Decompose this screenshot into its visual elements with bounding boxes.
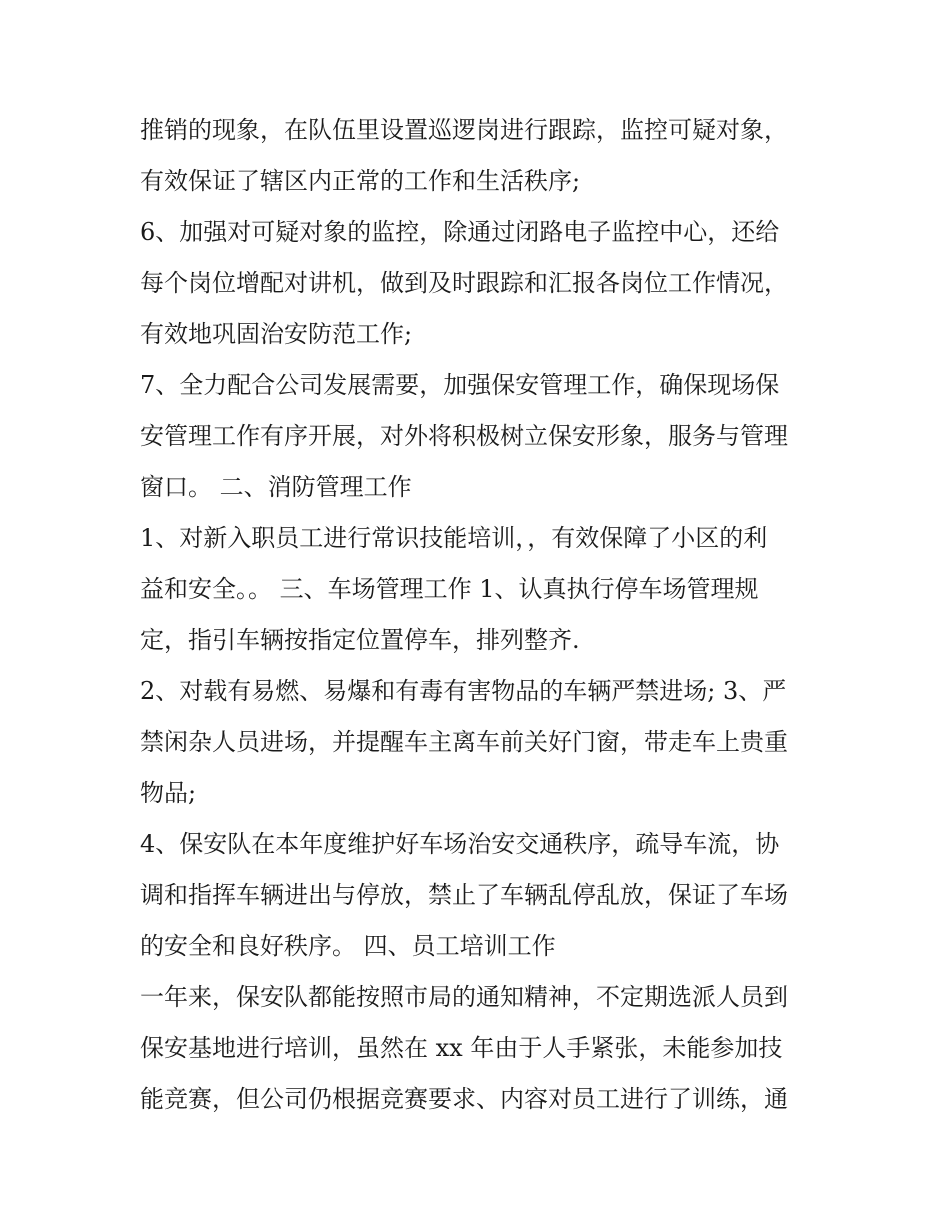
text-line: 调和指挥车辆进出与停放，禁止了车辆乱停乱放，保证了车场 <box>140 881 788 909</box>
text-line: 一年来，保安队都能按照市局的通知精神，不定期选派人员到 <box>140 983 788 1011</box>
text-line: 有效保证了辖区内正常的工作和生活秩序; <box>140 167 581 195</box>
text-line: 每个岗位增配对讲机，做到及时跟踪和汇报各岗位工作情况， <box>140 269 788 297</box>
text-line: 安管理工作有序开展，对外将积极树立保安形象，服务与管理 <box>140 422 788 450</box>
text-line: 1、对新入职员工进行常识技能培训，，有效保障了小区的利 <box>140 524 768 552</box>
text-line: 2、对载有易燃、易爆和有毒有害物品的车辆严禁进场; 3、严 <box>140 677 787 705</box>
document-body <box>140 105 820 1125</box>
text-line: 能竞赛，但公司仍根据竞赛要求、内容对员工进行了训练，通 <box>140 1085 788 1113</box>
text-line: 4、保安队在本年度维护好车场治安交通秩序，疏导车流，协 <box>140 830 780 858</box>
text-line: 窗口。 二、消防管理工作 <box>140 473 412 501</box>
text-line: 7、全力配合公司发展需要，加强保安管理工作，确保现场保 <box>140 371 780 399</box>
text-line: 益和安全。。 三、车场管理工作 1、认真执行停车场管理规 <box>140 575 759 603</box>
text-line: 禁闲杂人员进场，并提醒车主离车前关好门窗，带走车上贵重 <box>140 728 788 756</box>
text-line: 6、加强对可疑对象的监控，除通过闭路电子监控中心，还给 <box>140 218 780 246</box>
text-line: 保安基地进行培训，虽然在 xx 年由于人手紧张，未能参加技 <box>140 1034 783 1062</box>
text-line: 推销的现象，在队伍里设置巡逻岗进行跟踪，监控可疑对象， <box>140 116 788 144</box>
text-line: 物品; <box>140 779 197 807</box>
text-line: 定，指引车辆按指定位置停车，排列整齐. <box>140 626 580 654</box>
text-line: 有效地巩固治安防范工作; <box>140 320 413 348</box>
text-line: 的安全和良好秩序。 四、员工培训工作 <box>140 932 556 960</box>
